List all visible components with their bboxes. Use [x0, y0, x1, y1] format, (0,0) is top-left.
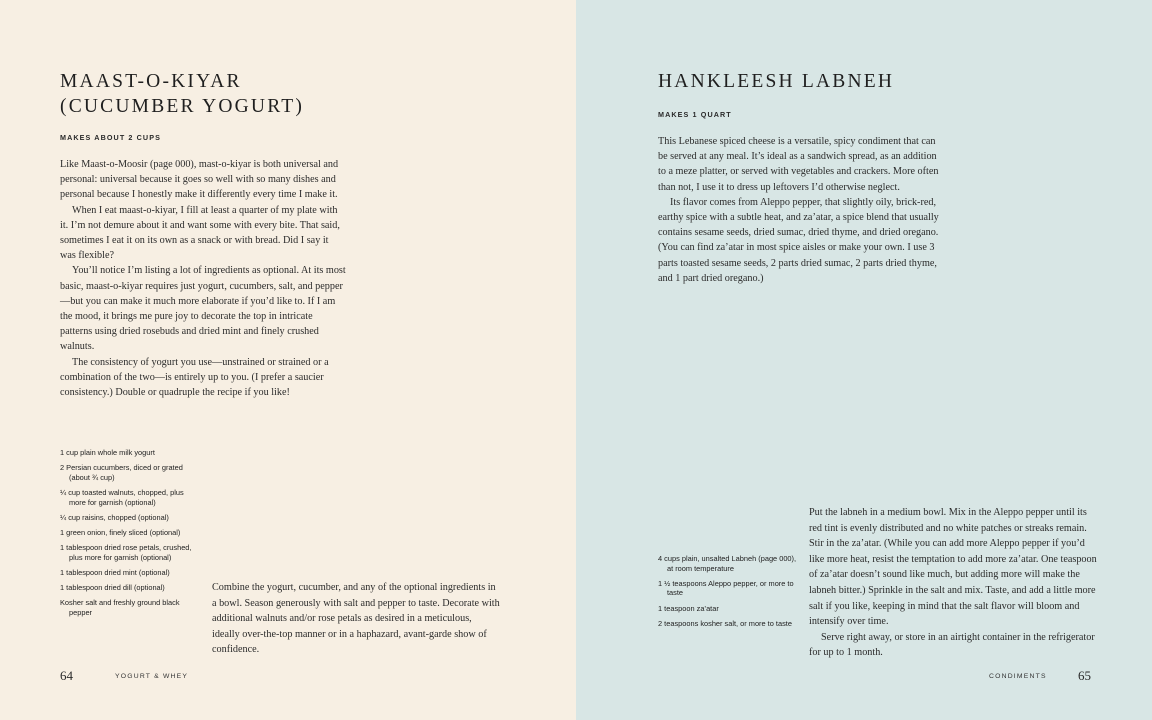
recipe-yield: MAKES ABOUT 2 CUPS [60, 133, 161, 142]
ingredient-item: 1 tablespoon dried dill (optional) [60, 583, 165, 593]
recipe-method [809, 505, 1099, 661]
ingredient-item: ¼ cup raisins, chopped (optional) [60, 512, 169, 522]
recipe-intro [60, 157, 346, 400]
intro-paragraph: The consistency of yogurt you use—unstrained or strained or a combination of the two—is entirely up to you. (I prefer a saucier consistency.) Double or quadruple the recipe if you like! [60, 356, 329, 399]
intro-paragraph: Like Maast-o-Moosir (page 000), mast-o-kiyar is both universal and personal: universal because it goes so well with so many dishes and personal because I honestly make it differently every time I make it. [60, 159, 339, 201]
ingredient-item: 2 Persian cucumbers, diced or grated (about ¾ cup) [60, 463, 183, 482]
right-page [576, 0, 1152, 720]
ingredient-item: 1 cup plain whole milk yogurt [60, 448, 155, 457]
intro-paragraph: This Lebanese spiced cheese is a versatile, spicy condiment that can be served at any meal. It’s ideal as a sandwich spread, as an addition to a meze platter, or served with vegetables and crackers. More often than not, I use it to dress up leftovers I’d otherwise neglect. [658, 136, 939, 193]
ingredient-item: 2 teaspoons kosher salt, or more to taste [658, 618, 792, 628]
recipe-title-line-2: (CUCUMBER YOGURT) [60, 96, 305, 117]
intro-paragraph: When I eat maast-o-kiyar, I fill at least a quarter of my plate with it. I’m not demure about it and want some with every bite. That said, sometimes I eat it on its own as a snack or with bread. Did I say it was flexible? [60, 204, 340, 262]
recipe-yield: MAKES 1 QUART [658, 110, 732, 119]
ingredient-item: 1 tablespoon dried rose petals, crushed, plus more for garnish (optional) [60, 543, 192, 562]
ingredient-item: 1 tablespoon dried mint (optional) [60, 567, 170, 577]
ingredient-list [60, 448, 194, 623]
page-number: 65 [1078, 668, 1091, 683]
ingredient-item: 1 teaspoon za’atar [658, 603, 719, 613]
intro-paragraph: You’ll notice I’m listing a lot of ingredients as optional. At its most basic, maast-o-kiyar requires just yogurt, cucumbers, salt, and pepper—but you can make it much more elaborate if you’d like to. If I am the mood, it brings me pure joy to decorate the top in intricate patterns using dried rosebuds and dried mint and finely crushed walnuts. [60, 265, 346, 353]
method-paragraph: Combine the yogurt, cucumber, and any of the optional ingredients in a bowl. Season generously with salt and pepper to taste. Decorate with additional walnuts and/or rose petals as desired in a meticulous, ideally over-the-top manner or in a haphazard, avant-garde show of confidence. [212, 582, 500, 656]
recipe-title-line-1: MAAST-O-KIYAR [60, 71, 242, 92]
intro-paragraph: Its flavor comes from Aleppo pepper, that slightly oily, brick-red, earthy spice with a subtle heat, and za’atar, a spice blend that usually contains sesame seeds, dried sumac, dried thyme, and dried oregano. (You can find za’atar in most spice aisles or make your own. I use 3 parts toasted sesame seeds, 2 parts dried sumac, 2 parts dried thyme, and 1 part dried oregano.) [658, 196, 939, 284]
ingredient-item: 1 green onion, finely sliced (optional) [60, 527, 181, 537]
ingredient-item: 4 cups plain, unsalted Labneh (page 000), at room temperature [658, 554, 797, 573]
ingredient-item: Kosher salt and freshly ground black pepper [60, 598, 180, 617]
ingredient-item: ¼ cup toasted walnuts, chopped, plus more for garnish (optional) [60, 487, 184, 507]
recipe-title [60, 69, 480, 119]
method-paragraph: Serve right away, or store in an airtight container in the refrigerator for up to 1 month. [809, 631, 1095, 659]
recipe-title: HANKLEESH LABNEH [658, 71, 895, 92]
ingredient-item: 1 ½ teaspoons Aleppo pepper, or more to taste [658, 578, 794, 598]
ingredient-list [658, 554, 798, 634]
running-head: YOGURT & WHEY [115, 673, 189, 680]
recipe-intro [658, 134, 944, 286]
recipe-method [212, 580, 500, 658]
running-head: CONDIMENTS [989, 673, 1047, 680]
method-paragraph: Put the labneh in a medium bowl. Mix in the Aleppo pepper until its red tint is evenly distributed and no white patches or streaks remain. Stir in the za’atar. (While you can add more Aleppo pepper if you’d like more heat, resist the temptation to add more za’atar. One teaspoon of za’atar doesn’t sound like much, but adding more will make the labneh bitter.) Sprinkle in the salt and mix. Taste, and add a little more salt if you like, keeping in mind that the salt flavor will bloom and intensify over time. [809, 507, 1097, 628]
page-number: 64 [60, 668, 73, 683]
